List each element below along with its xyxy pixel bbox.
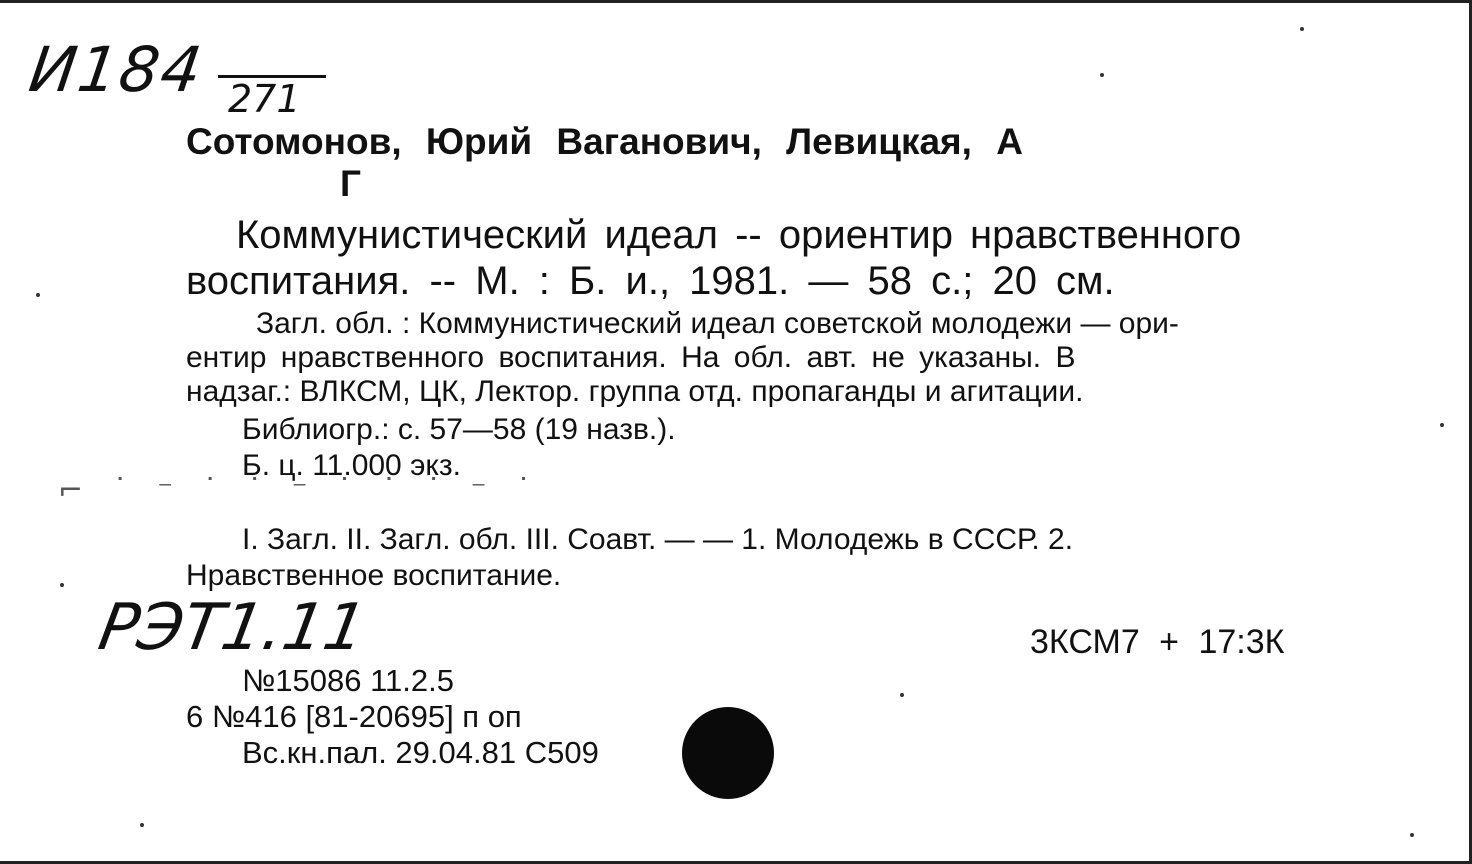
handwritten-call-number: И184 bbox=[24, 33, 208, 106]
handwritten-shelf-mark: РЭТ1.11 bbox=[93, 591, 372, 665]
speck bbox=[1440, 423, 1444, 427]
speck bbox=[900, 693, 904, 697]
handwritten-call-number-sub: 271 bbox=[228, 77, 301, 121]
author-heading-continued: Г bbox=[340, 163, 361, 204]
imprint-line-3: Вс.кн.пал. 29.04.81 С509 bbox=[242, 735, 599, 770]
imprint-line-1: №15086 11.2.5 bbox=[242, 663, 454, 698]
note-line-1: Загл. обл. : Коммунистический идеал советской молодежи — ори- bbox=[256, 307, 1179, 340]
price-print-run: Б. ц. 11.000 экз. bbox=[242, 449, 461, 482]
tracings-line-1: I. Загл. II. Загл. обл. III. Соавт. — — 1. Молодежь в СССР. 2. bbox=[242, 523, 1074, 556]
speck bbox=[36, 293, 40, 297]
speck bbox=[1100, 73, 1104, 77]
title-line-1: Коммунистический идеал -- ориентир нравственного bbox=[236, 213, 1242, 257]
bibliography-note: Библиогр.: с. 57—58 (19 назв.). bbox=[242, 413, 676, 446]
speck bbox=[1410, 833, 1414, 837]
smudged-marks: ⌐ ˙ ⁻ ˙ ˙ ⁻ ˙ ˙ ˙ ⁻ ˙ bbox=[58, 473, 542, 508]
classification-index: 3КСМ7 + 17:3К bbox=[1030, 623, 1285, 661]
note-line-3: надзаг.: ВЛКСМ, ЦК, Лектор. группа отд. пропаганды и агитации. bbox=[186, 375, 1084, 408]
tracings-line-2: Нравственное воспитание. bbox=[186, 559, 562, 592]
imprint-line-2: 6 №416 [81-20695] п оп bbox=[186, 699, 522, 734]
speck bbox=[1300, 27, 1304, 31]
speck bbox=[140, 823, 144, 827]
author-heading: Сотомонов, Юрий Ваганович, Левицкая, А bbox=[186, 121, 1023, 162]
speck bbox=[60, 583, 64, 587]
note-line-2: ентир нравственного воспитания. На обл. авт. не указаны. В bbox=[186, 341, 1076, 374]
title-line-2: воспитания. -- М. : Б. и., 1981. — 58 с.; 20 см. bbox=[186, 259, 1115, 303]
card-punch-hole bbox=[682, 707, 774, 799]
